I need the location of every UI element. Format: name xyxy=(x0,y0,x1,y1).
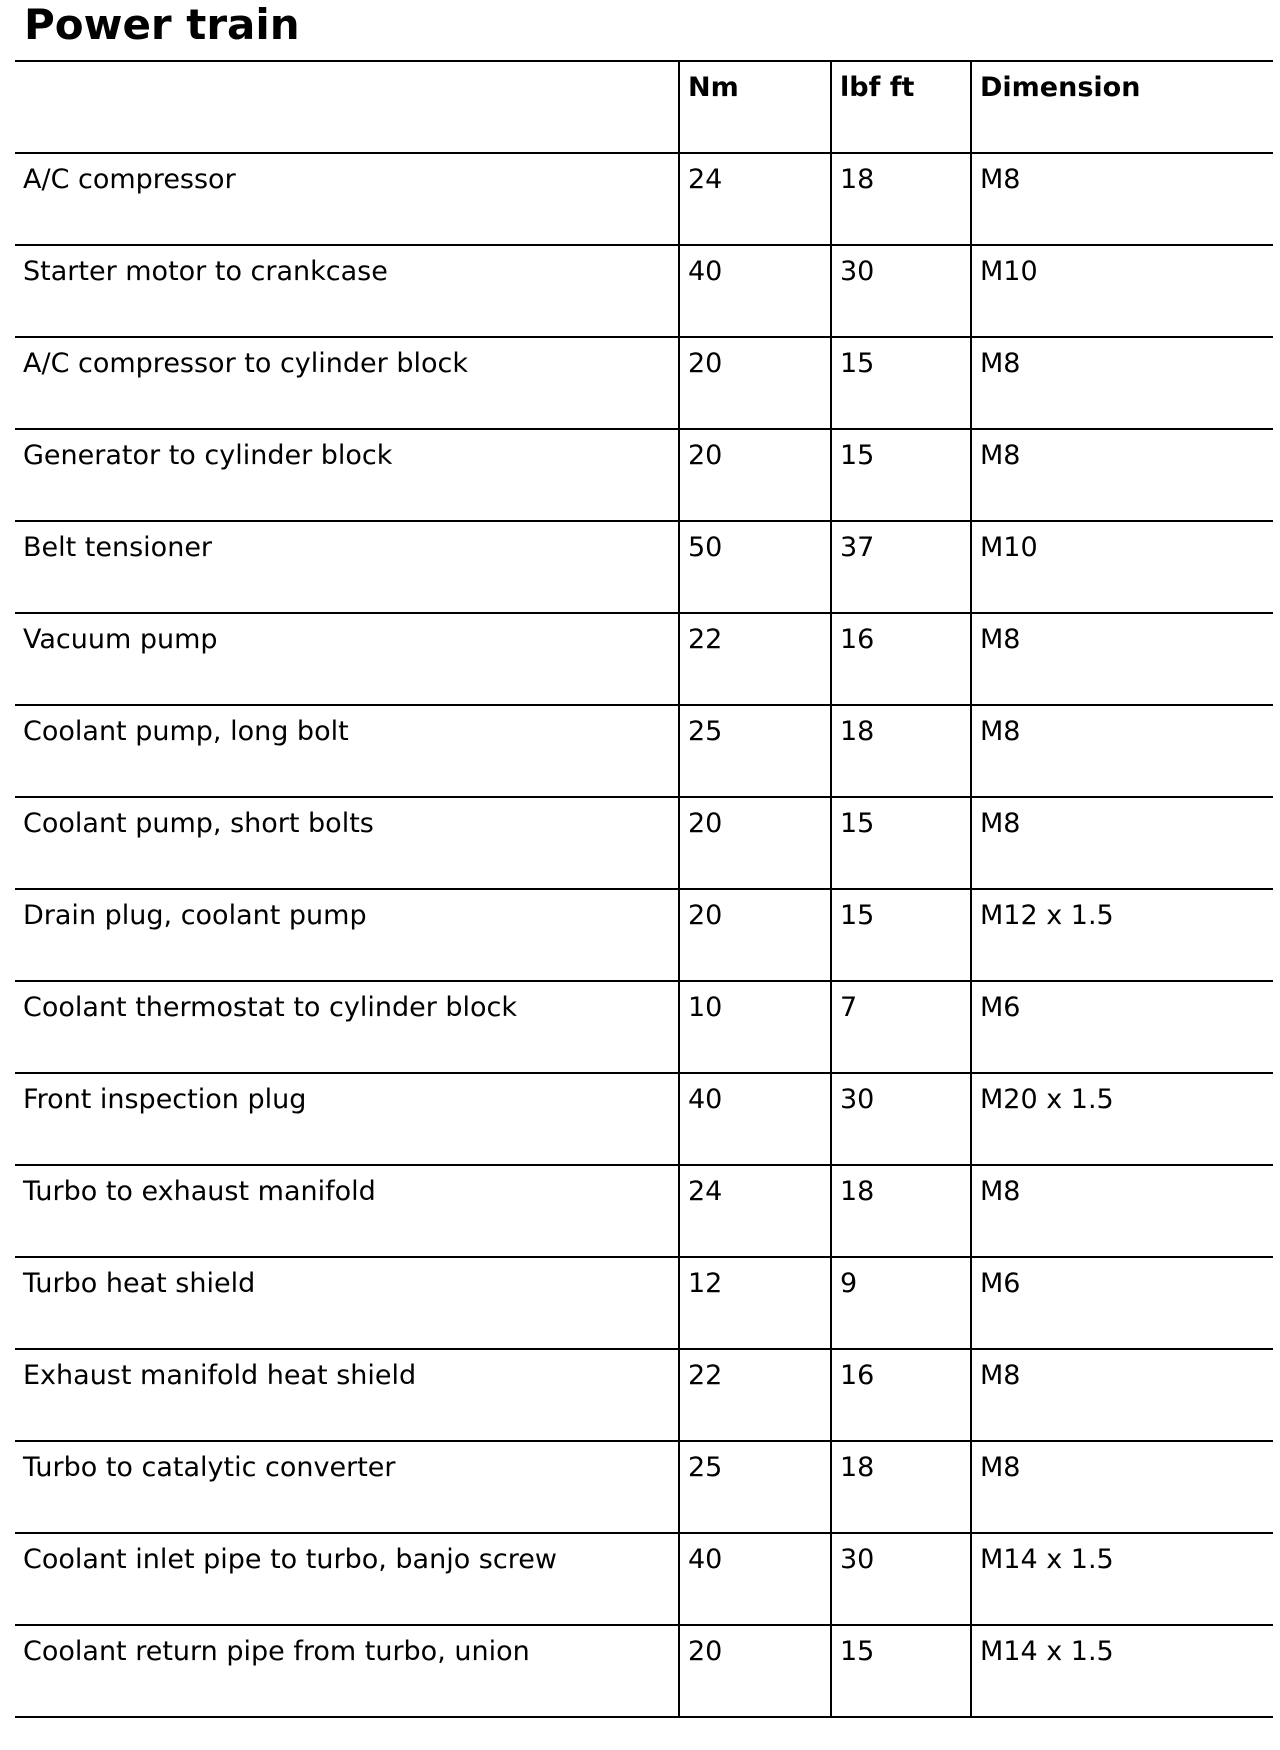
header-dimension: Dimension xyxy=(971,61,1273,153)
cell-nm: 20 xyxy=(679,1625,831,1717)
cell-component: Turbo heat shield xyxy=(15,1257,679,1349)
cell-lbf-ft: 18 xyxy=(831,1441,971,1533)
cell-lbf-ft: 16 xyxy=(831,1349,971,1441)
cell-component: Coolant return pipe from turbo, union xyxy=(15,1625,679,1717)
cell-component: Coolant pump, short bolts xyxy=(15,797,679,889)
cell-component: A/C compressor to cylinder block xyxy=(15,337,679,429)
cell-component: A/C compressor xyxy=(15,153,679,245)
cell-lbf-ft: 18 xyxy=(831,153,971,245)
cell-lbf-ft: 7 xyxy=(831,981,971,1073)
cell-lbf-ft: 30 xyxy=(831,1073,971,1165)
cell-dimension: M8 xyxy=(971,1349,1273,1441)
cell-nm: 40 xyxy=(679,1073,831,1165)
cell-dimension: M20 x 1.5 xyxy=(971,1073,1273,1165)
cell-lbf-ft: 18 xyxy=(831,705,971,797)
cell-nm: 40 xyxy=(679,1533,831,1625)
table-body xyxy=(15,153,1273,1717)
header-component xyxy=(15,61,679,153)
cell-lbf-ft: 15 xyxy=(831,1625,971,1717)
cell-lbf-ft: 15 xyxy=(831,429,971,521)
table-row xyxy=(15,889,1273,981)
cell-lbf-ft: 37 xyxy=(831,521,971,613)
cell-nm: 10 xyxy=(679,981,831,1073)
cell-nm: 25 xyxy=(679,705,831,797)
cell-nm: 20 xyxy=(679,889,831,981)
cell-component: Belt tensioner xyxy=(15,521,679,613)
header-nm: Nm xyxy=(679,61,831,153)
cell-dimension: M10 xyxy=(971,521,1273,613)
cell-nm: 20 xyxy=(679,797,831,889)
cell-nm: 22 xyxy=(679,613,831,705)
table-row xyxy=(15,153,1273,245)
cell-lbf-ft: 9 xyxy=(831,1257,971,1349)
table-row xyxy=(15,613,1273,705)
cell-nm: 24 xyxy=(679,1165,831,1257)
cell-component: Turbo to catalytic converter xyxy=(15,1441,679,1533)
table-row xyxy=(15,337,1273,429)
cell-dimension: M8 xyxy=(971,429,1273,521)
cell-dimension: M14 x 1.5 xyxy=(971,1625,1273,1717)
cell-component: Drain plug, coolant pump xyxy=(15,889,679,981)
table-row xyxy=(15,797,1273,889)
torque-spec-table xyxy=(15,60,1273,1718)
table-row xyxy=(15,705,1273,797)
cell-dimension: M10 xyxy=(971,245,1273,337)
table-row xyxy=(15,981,1273,1073)
cell-lbf-ft: 15 xyxy=(831,889,971,981)
cell-nm: 40 xyxy=(679,245,831,337)
cell-dimension: M8 xyxy=(971,705,1273,797)
cell-nm: 50 xyxy=(679,521,831,613)
cell-dimension: M6 xyxy=(971,981,1273,1073)
cell-dimension: M14 x 1.5 xyxy=(971,1533,1273,1625)
cell-lbf-ft: 30 xyxy=(831,1533,971,1625)
cell-dimension: M6 xyxy=(971,1257,1273,1349)
cell-nm: 20 xyxy=(679,429,831,521)
cell-dimension: M8 xyxy=(971,337,1273,429)
cell-component: Turbo to exhaust manifold xyxy=(15,1165,679,1257)
table-row xyxy=(15,429,1273,521)
cell-component: Front inspection plug xyxy=(15,1073,679,1165)
cell-component: Coolant pump, long bolt xyxy=(15,705,679,797)
cell-lbf-ft: 16 xyxy=(831,613,971,705)
table-row xyxy=(15,245,1273,337)
table-row xyxy=(15,1533,1273,1625)
cell-dimension: M12 x 1.5 xyxy=(971,889,1273,981)
cell-component: Exhaust manifold heat shield xyxy=(15,1349,679,1441)
cell-dimension: M8 xyxy=(971,153,1273,245)
cell-component: Generator to cylinder block xyxy=(15,429,679,521)
header-lbf-ft: lbf ft xyxy=(831,61,971,153)
cell-component: Starter motor to crankcase xyxy=(15,245,679,337)
cell-dimension: M8 xyxy=(971,1441,1273,1533)
cell-nm: 12 xyxy=(679,1257,831,1349)
table-row xyxy=(15,1441,1273,1533)
cell-lbf-ft: 15 xyxy=(831,797,971,889)
table-row xyxy=(15,521,1273,613)
cell-component: Coolant thermostat to cylinder block xyxy=(15,981,679,1073)
table-row xyxy=(15,1165,1273,1257)
cell-nm: 24 xyxy=(679,153,831,245)
cell-component: Vacuum pump xyxy=(15,613,679,705)
table-header-row xyxy=(15,61,1273,153)
cell-nm: 22 xyxy=(679,1349,831,1441)
cell-lbf-ft: 30 xyxy=(831,245,971,337)
cell-dimension: M8 xyxy=(971,797,1273,889)
page-title: Power train xyxy=(24,0,300,49)
cell-dimension: M8 xyxy=(971,1165,1273,1257)
table-row xyxy=(15,1349,1273,1441)
cell-nm: 25 xyxy=(679,1441,831,1533)
cell-lbf-ft: 18 xyxy=(831,1165,971,1257)
table-row xyxy=(15,1073,1273,1165)
cell-component: Coolant inlet pipe to turbo, banjo screw xyxy=(15,1533,679,1625)
cell-lbf-ft: 15 xyxy=(831,337,971,429)
cell-dimension: M8 xyxy=(971,613,1273,705)
table-row xyxy=(15,1257,1273,1349)
cell-nm: 20 xyxy=(679,337,831,429)
table-row xyxy=(15,1625,1273,1717)
